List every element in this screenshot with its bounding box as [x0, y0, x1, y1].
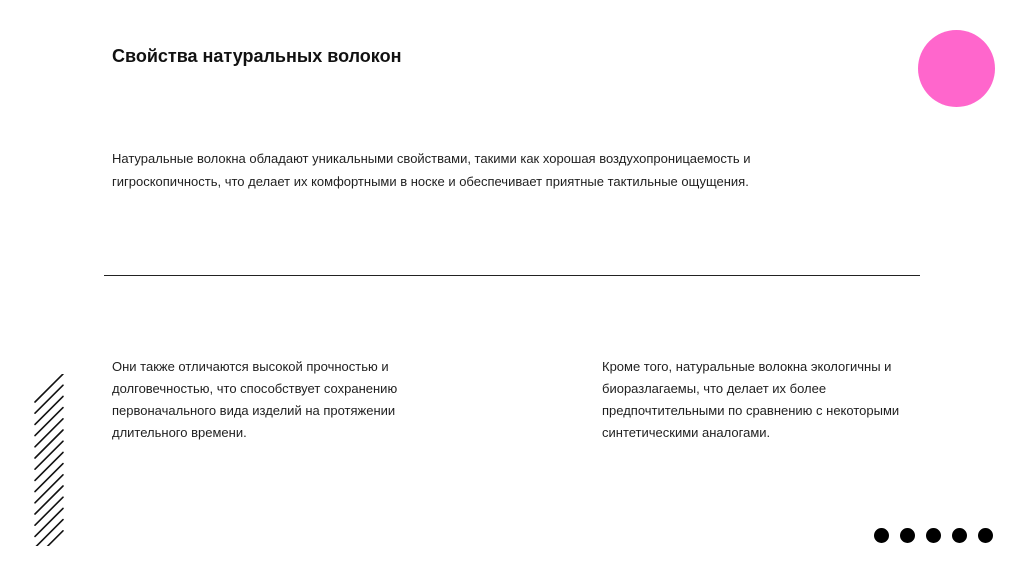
slide-title: Свойства натуральных волокон: [112, 46, 402, 66]
hatch-line: [35, 464, 63, 492]
hatch-line: [35, 441, 63, 469]
hatch-line: [35, 430, 63, 458]
dot-icon: [926, 528, 941, 543]
diagonal-hatch-icon: [33, 374, 65, 546]
hatch-line: [35, 452, 63, 480]
dot-icon: [874, 528, 889, 543]
hatch-line: [35, 508, 63, 536]
left-column-text: Они также отличаются высокой прочностью и долговечностью, что способствует сохранению первоначального вида изделий на протяжении длительного времени.: [112, 359, 398, 440]
pink-circle-icon: [918, 30, 995, 107]
hatch-line: [35, 396, 63, 424]
hatch-line: [35, 419, 63, 447]
dots-row-icon: [874, 528, 993, 543]
intro-paragraph: Натуральные волокна обладают уникальными свойствами, такими как хорошая воздухопроницаемость и гигроскопичность, что делает их комфортными в носке и обеспечивает приятные тактильные ощущения.: [112, 151, 751, 189]
dot-icon: [952, 528, 967, 543]
hatch-line: [35, 475, 63, 503]
hatch-line: [35, 408, 63, 436]
dot-icon: [978, 528, 993, 543]
hatch-line: [35, 374, 63, 402]
hatch-line: [35, 486, 63, 514]
dot-icon: [900, 528, 915, 543]
right-column-text: Кроме того, натуральные волокна экологичны и биоразлагаемы, что делает их более предпочтительными по сравнению с некоторыми синтетическими аналогами.: [602, 359, 900, 440]
hatch-line: [35, 385, 63, 413]
hatch-line: [35, 497, 63, 525]
divider-line: [104, 275, 920, 276]
